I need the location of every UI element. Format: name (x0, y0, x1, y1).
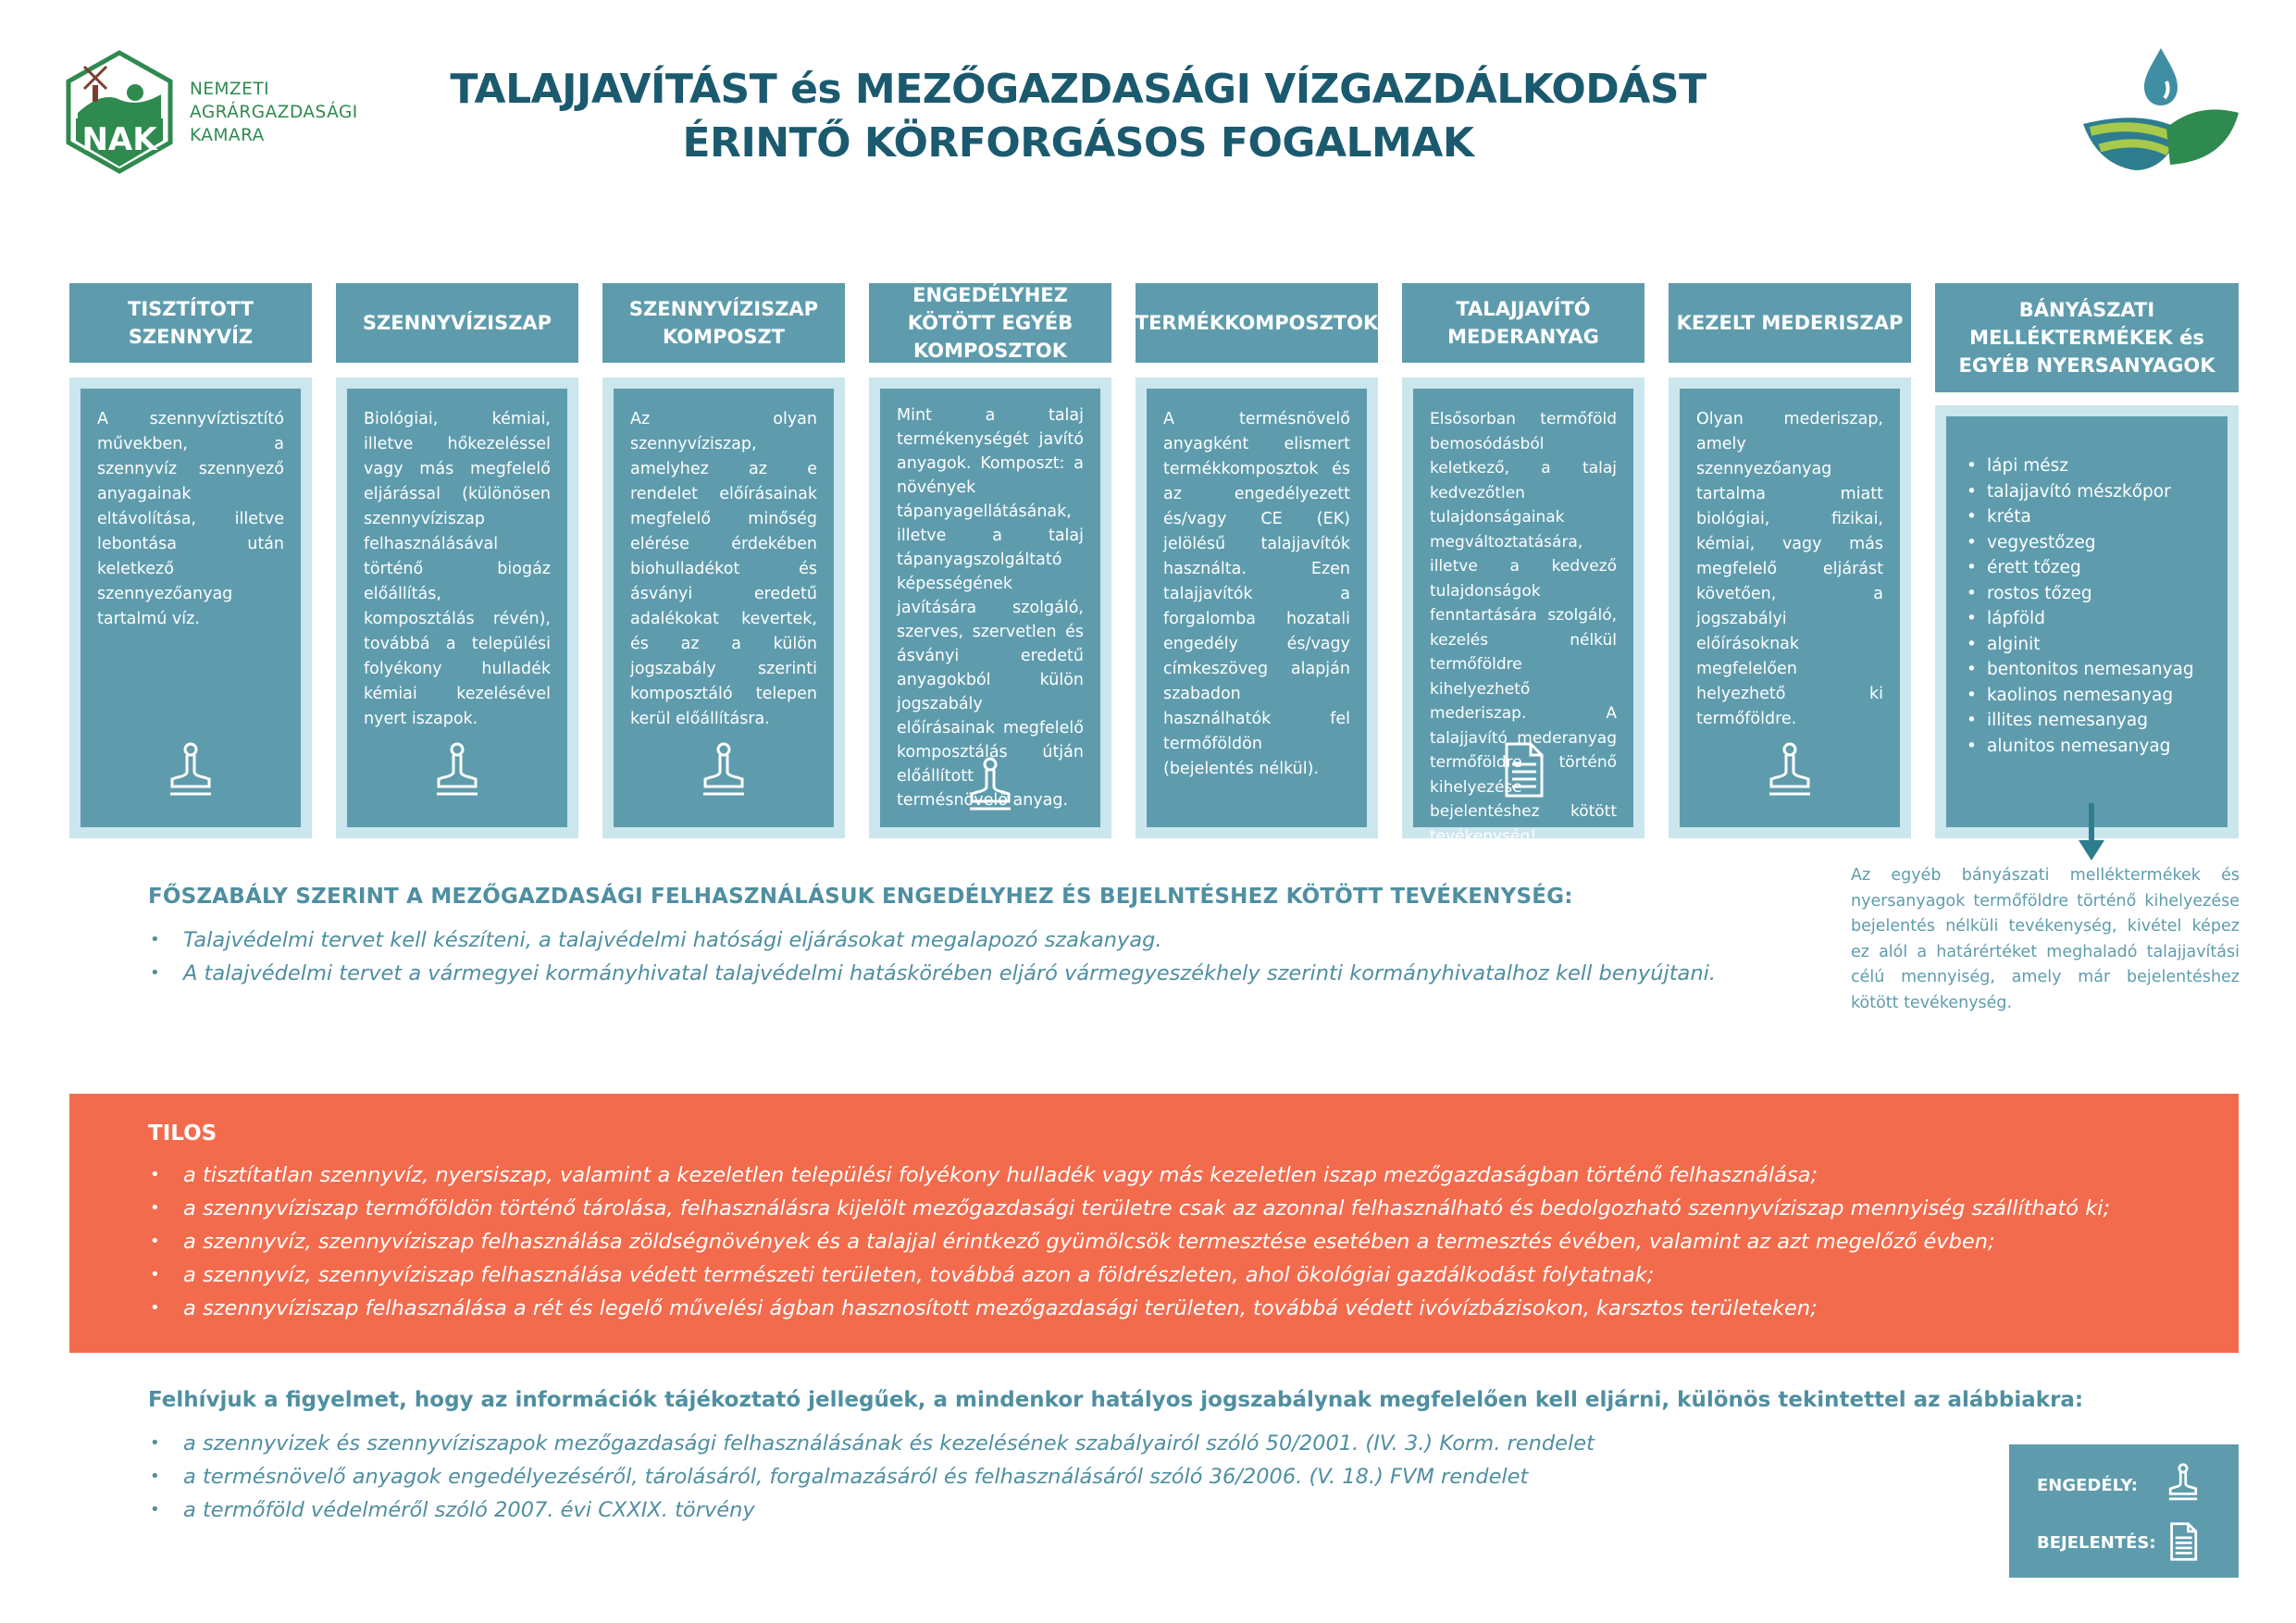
notice-title: Felhívjuk a figyelmet, hogy az információk tájékoztató jellegűek, a mindenkor hatályos jogszabálynak megfelelően kell eljárni, különös tekintettel az alábbiakra: (148, 1388, 2084, 1412)
list-item: • a szennyvíziszap felhasználása a rét és legelő művelési ágban hasznosított mezőgazdasági területen, továbbá védett ivóvízbázisokon, karsztos területeken; (148, 1292, 2110, 1325)
logo-abbr: NAK (81, 121, 157, 158)
list-item: • lápföld (1963, 606, 2211, 632)
column-body-frame (1669, 378, 1911, 838)
column-text: Az olyan szennyvíziszap, amelyhez az e rendelet előírásainak megfelelő minőség elérése érdekében biohulladékot és ásványi eredetű adalékokat kevertek, és az a külön jogszabály szerinti komposztáló telepen kerül előállításra. (630, 410, 817, 728)
list-item: • érett tőzeg (1963, 555, 2211, 581)
title-line: TALAJJAVÍTÁST és MEZŐGAZDASÁGI VÍZGAZDÁLKODÁST (450, 66, 1706, 113)
stamp-icon (2163, 1457, 2203, 1507)
list-item: • kréta (1963, 504, 2211, 530)
list-item: • a szennyvizek és szennyvíziszapok mezőgazdasági felhasználásának és kezelésének szabályairól szóló 50/2001. (IV. 3.) Korm. rendelet (148, 1427, 1595, 1460)
stamp-icon (428, 740, 487, 799)
list-item: • a termésnövelő anyagok engedélyezéséről, tárolásáról, forgalmazásáról és felhasználásáról szóló 36/2006. (V. 18.) FVM rendelet (148, 1460, 1595, 1493)
list-item: • a szennyvíziszap termőföldön történő tárolása, felhasználásra kijelölt mezőgazdasági területre csak az azonnal felhasználható és bedolgozható szennyvíziszap mennyiség szállítható ki; (148, 1192, 2110, 1225)
list-item: • bentonitos nemesanyag (1963, 657, 2211, 683)
ban-title: TILOS (148, 1121, 217, 1146)
list-item: • A talajvédelmi tervet a vármegyei kormányhivatal talajvédelmi hatáskörében eljáró vármegyeszékhely szerinti kormányhivatalhoz kell benyújtani. (148, 957, 1716, 990)
column-text: A szennyvíztisztító művekben, a szennyvíz szennyező anyagainak eltávolítása, illetve lebontása után keletkező szennyezőanyag tartalmú víz. (97, 410, 284, 628)
list-item: • kaolinos nemesanyag (1963, 683, 2211, 709)
list-item: • lápi mész (1963, 453, 2211, 479)
column-text: Biológiai, kémiai, illetve hőkezeléssel vagy más megfelelő eljárással (különösen szennyvíziszap felhasználásával történő biogáz előállítás, komposztálás révén), továbbá a települési folyékony hulladék kémiai kezelésével nyert iszapok. (364, 410, 551, 728)
legend-box (2009, 1444, 2239, 1578)
column-text: Mint a talaj termékenységét javító anyagok. Komposzt: a növények tápanyagellátásának, illetve a talaj tápanyagszolgáltató képességének javítására szolgáló, szerves, szervetlen és ásványi eredetű anyagokból külön jogszabály előírásainak megfelelő komposztálás útján előállított termésnövelő anyag. (897, 406, 1084, 810)
stamp-icon (1760, 740, 1819, 799)
column-title: ENGEDÉLYHEZ KÖTÖTT EGYÉB KOMPOSZTOK (869, 283, 1111, 363)
page-title (444, 63, 1712, 170)
column-body (347, 389, 567, 827)
column-text: Elsősorban termőföld bemosódásból keletkező, a talaj kedvezőtlen tulajdonságainak megváltoztatására, illetve a kedvező tulajdonságok fenntartására szolgáló, kezelés nélkül termőföldre kihelyezhető mederiszap. A talajjavító mederanyag termőföldre történő kihelyezése bejelentéshez kötött tevékenység! (1430, 410, 1617, 846)
logo-line: KAMARA (190, 126, 265, 145)
stamp-icon (161, 740, 220, 799)
stamp-icon (961, 755, 1020, 814)
column-body (81, 389, 301, 827)
mineral-list (1963, 453, 2211, 759)
stamp-icon (694, 740, 753, 799)
column-body (1946, 416, 2228, 827)
legend-report-label: BEJELENTÉS: (2037, 1533, 2156, 1553)
water-drop-field-icon (2078, 44, 2244, 183)
column-body (880, 389, 1100, 827)
document-icon (2163, 1517, 2203, 1567)
column-title: KEZELT MEDERISZAP (1669, 283, 1911, 363)
ban-list (148, 1158, 2110, 1325)
column-body (1147, 389, 1367, 827)
column-body-frame (602, 378, 845, 838)
column-body (1680, 389, 1900, 827)
list-item: • a szennyvíz, szennyvíziszap felhasználása zöldségnövények és a talajjal érintkező gyümölcsök termesztése esetében a termesztés évében, valamint az azt megelőző évben; (148, 1225, 2110, 1258)
column-body-frame (869, 378, 1111, 838)
list-item: • vegyestőzeg (1963, 530, 2211, 556)
list-item: • a szennyvíz, szennyvíziszap felhasználása védett természeti területen, továbbá azon a földrészleten, ahol ökológiai gazdálkodást folytatnak; (148, 1258, 2110, 1292)
logo-text (190, 78, 358, 147)
column-title: TERMÉKKOMPOSZTOK (1136, 283, 1378, 363)
column-text: Olyan mederiszap, amely szennyezőanyag tartalma miatt biológiai, fizikai, kémiai, vagy más megfelelő eljárást követően, a jogszabályi előírásoknak megfelelően helyezhető ki termőföldre. (1696, 410, 1883, 728)
column-text: A termésnövelő anyagként elismert termékkomposztok és az engedélyezett és/vagy CE (EK) jelölésű talajjavítók használta. Ezen talajjavítók a forgalomba hozatali engedély és/vagy címkeszöveg alapján szabadon használhatók fel termőföldön (bejelentés nélkül). (1163, 410, 1350, 778)
column-body-frame (1402, 378, 1644, 846)
nak-logo (65, 50, 361, 180)
list-item: • a termőföld védelméről szóló 2007. évi CXXIX. törvény (148, 1493, 1595, 1527)
rule-title: FŐSZABÁLY SZERINT A MEZŐGAZDASÁGI FELHASZNÁLÁSUK ENGEDÉLYHEZ ÉS BEJELNTÉSHEZ KÖTÖTT TEVÉKENYSÉG: (148, 885, 1573, 909)
rule-list (148, 923, 1716, 990)
law-list (148, 1427, 1595, 1527)
column-body (614, 389, 834, 827)
column-body (1413, 389, 1633, 846)
list-item: • alginit (1963, 632, 2211, 658)
column-body-frame (336, 378, 578, 838)
column-title: BÁNYÁSZATI MELLÉKTERMÉKEK és EGYÉB NYERSANYAGOK (1935, 283, 2239, 392)
legend-permit-label: ENGEDÉLY: (2037, 1476, 2139, 1495)
column-title: SZENNYVÍZISZAP (336, 283, 578, 363)
column-body-frame (69, 378, 312, 838)
list-item: • talajjavító mészkőpor (1963, 479, 2211, 505)
title-line: ÉRINTŐ KÖRFORGÁSOS FOGALMAK (682, 119, 1474, 167)
list-item: • alunitos nemesanyag (1963, 734, 2211, 760)
column-body-frame (1136, 378, 1378, 838)
column-title: TALAJJAVÍTÓ MEDERANYAG (1402, 283, 1644, 363)
logo-line: AGRÁRGAZDASÁGI (190, 103, 358, 122)
list-item: • a tisztítatlan szennyvíz, nyersiszap, valamint a kezeletlen települési folyékony hulladék vagy más kezeletlen iszap mezőgazdaságban történő felhasználása; (148, 1158, 2110, 1192)
ban-box (69, 1094, 2239, 1353)
side-note: Az egyéb bányászati melléktermékek és nyersanyagok termőföldre történő kihelyezése bejelentés nélküli tevékenység, kivétel képez ez alól a határértéket meghaladó talajjavítási célú mennyiség, amely már bejelentéshez kötött tevékenység. (1851, 866, 2240, 1012)
column-title: SZENNYVÍZISZAP KOMPOSZT (602, 283, 845, 363)
logo-line: NEMZETI (190, 80, 270, 99)
list-item: • illites nemesanyag (1963, 708, 2211, 734)
list-item: • Talajvédelmi tervet kell készíteni, a talajvédelmi hatósági eljárásokat megalapozó szakanyag. (148, 923, 1716, 957)
column-body-frame (1935, 405, 2239, 838)
nak-hexagon-icon (65, 50, 174, 174)
column-title: TISZTÍTOTT SZENNYVÍZ (69, 283, 312, 363)
arrow-down-icon (2073, 803, 2110, 862)
list-item: • rostos tőzeg (1963, 581, 2211, 607)
document-icon (1494, 740, 1553, 799)
